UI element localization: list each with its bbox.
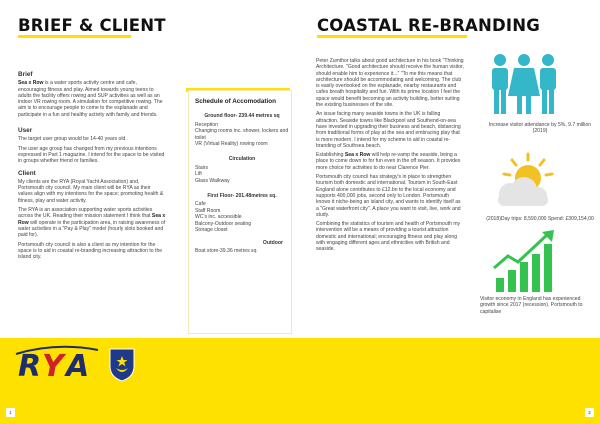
body-paragraph: An issue facing many seaside towns in the UK is falling attraction. Seaside towns like Blackpool and Southend-on-sea have invested in upgrading their business and beach, distancing from traditional forms of play at the sea and embracing play that is more modern. I intend for my scheme to aid in coastal re-branding of Southsea beach. — [316, 111, 461, 149]
schedule-item: Storage closet — [195, 227, 228, 234]
client-paragraph: The RYA is an association supporting water sports activities across the UK. Reading their mission statement I think that Sea x Row will operate in the participation area, in raising awareness of water activities in a "Pay & Play" model (hourly slots booked and paid for). — [18, 207, 166, 239]
ground-floor-heading: Ground floor- 239.44 metres sq — [204, 113, 280, 120]
first-floor-list — [195, 201, 289, 233]
schedule-item: Changing rooms inc. shower, lockers and toilet — [195, 128, 289, 141]
client-heading: Client — [18, 169, 36, 177]
schedule-item: Boat store-39.36 metres sq — [195, 247, 257, 254]
body-paragraph: Combining the statistics of tourism and health of Portsmouth my intervention will be a means of providing a tourist attraction domestic and international; encouraging fitness and play along with engaging different ages and ethnicities with British and seaside. — [316, 221, 461, 253]
brand-name: Sea x Row — [18, 213, 166, 226]
first-floor-heading: First Floor- 201.48metres sq. — [207, 193, 277, 200]
svg-text:A: A — [66, 349, 90, 384]
coastal-rebranding-column — [316, 58, 464, 256]
brief-heading: Brief — [18, 71, 33, 78]
schedule-item: Lift — [195, 171, 202, 178]
schedule-item: WC's inc. accessible — [195, 214, 242, 221]
svg-text:R: R — [18, 349, 42, 384]
schedule-item: Glass Walkway — [195, 177, 230, 184]
user-paragraph: The target user group would be 14-40 years old. — [18, 136, 127, 143]
schedule-item: Staff Room — [195, 207, 221, 214]
page-title: BRIEF & CLIENT — [18, 16, 166, 35]
client-paragraph: Portsmouth city council is also a client as my intention for the space is to aid in coastal re-branding increasing attraction to the island city. — [18, 241, 163, 261]
brand-name: Sea x Row — [344, 152, 371, 159]
page-number-strip — [0, 400, 600, 424]
schedule-item: VR (Virtual Reality) rowing room — [195, 141, 268, 148]
body-paragraph: Peter Zumthor talks about good architecture in his book "Thinking Architecture. "Good architecture should receive the human visitor, should enable him to experience it..." "To me this means that architecture should be accommodating and welcoming. The club is easily overlooked on the esplanade, nearby restaurants and cafes breath hospitality and fun. With its prime location I feel the space would benefit becoming an activity building, better suiting the existing businesses of the site. — [316, 58, 464, 109]
brief-client-column — [18, 72, 166, 263]
circulation-heading: Circulation — [228, 156, 256, 163]
stat-caption: (2018)Day trips: 8,590,000 Spend: £309,154,00 — [486, 216, 594, 222]
circulation-list — [195, 165, 289, 184]
client-paragraph: My clients are the RYA (Royal Yacht Association) and, Portsmouth city council. My main client will be RYA as their values align with my intentions for the space; promoting health & fitness, play and water activity. — [18, 178, 164, 204]
page-number: 1 — [6, 408, 15, 417]
schedule-of-accommodation-box — [188, 90, 292, 334]
ground-floor-list — [195, 122, 289, 148]
user-heading: User — [18, 127, 33, 135]
outdoor-heading: Outdoor — [262, 239, 283, 246]
brief-paragraph: Sea x Row is a water sports activity centre and cafe, encouraging fitness and play. Aimed towards young teens to adults the facility offers rowing and SUP activities as well as an indoor VR rowing room. A simulation for competitive rowing. The aim is to encourage people to come to the esplanade and participate in a fun and healthy activity with family and friends. — [18, 80, 163, 118]
schedule-item: Balcony-Outdoor seating — [195, 220, 252, 227]
stat-caption: Increase visitor attendance by 5%, 9.7 million (2019) — [488, 122, 592, 135]
title-underline — [18, 35, 131, 38]
brand-name: Sea x Row — [18, 80, 44, 87]
page-title: COASTAL RE-BRANDING — [317, 16, 541, 35]
schedule-item: Cafe — [195, 201, 206, 208]
schedule-item: Reception — [195, 121, 218, 128]
title-underline — [317, 35, 467, 38]
user-paragraph: The user age group has changed from my previous intentions expressed in Part 1 magazine. I intend for the space to be visited in groups whether friend or families. — [18, 145, 165, 165]
stat-caption: Visitor economy in England has experienced growth since 2017 (recession). Portsmouth to capitalise — [480, 296, 583, 315]
people-icon — [488, 52, 560, 118]
sun-icon — [486, 150, 562, 210]
body-paragraph: Portsmouth city council has strategy's in place to strengthen tourism both domestic and international. Tourism in South-East England alone contributes to £12.bn to the local economy and supports 400,000 jobs, second only to London. Portsmouth knows it niche-being an island city, and wants to identify itself as a "Great waterfront city". A place you want to visit, live, work and study. — [316, 174, 461, 218]
schedule-item: Stairs — [195, 164, 209, 171]
rya-logo — [12, 340, 100, 386]
growth-chart-icon — [490, 228, 560, 294]
page-number: 2 — [585, 408, 594, 417]
body-paragraph: Establishing Sea x Row will help re-vamp the seaside, being a place to come down to for fun even in the off season. It provides more choice for activities to do near Clarence Pier. — [316, 152, 461, 171]
outdoor-list — [195, 248, 289, 254]
schedule-title: Schedule of Accomodation — [195, 98, 276, 105]
svg-text:Y: Y — [42, 349, 64, 384]
portsmouth-crest-logo — [109, 348, 135, 382]
